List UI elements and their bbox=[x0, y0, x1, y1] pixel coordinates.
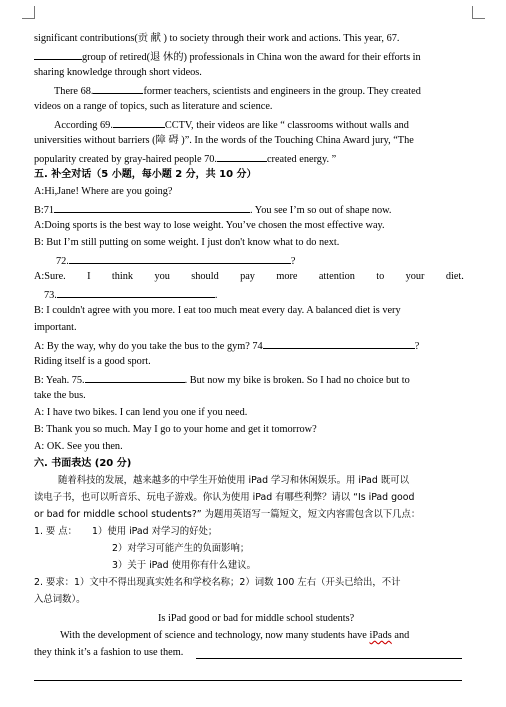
blank-68[interactable] bbox=[93, 83, 143, 94]
dialogue-text: A: By the way, why do you take the bus to the gym? 74 bbox=[34, 341, 263, 352]
word: your bbox=[405, 271, 425, 282]
dialogue-line: B: I couldn't agree with you more. I eat too much meat every day. A balanced diet is very bbox=[34, 305, 401, 316]
dialogue-text: B: Yeah. 75. bbox=[34, 375, 85, 386]
word: should bbox=[191, 271, 219, 282]
passage-text: There 68. bbox=[54, 86, 94, 97]
section-five-title: 五. 补全对话（5 小题，每小题 2 分，共 10 分） bbox=[34, 169, 257, 180]
dialogue-line: take the bus. bbox=[34, 390, 86, 401]
word: attention bbox=[318, 271, 355, 282]
requirement-line: 2. 要求：1）文中不得出现真实姓名和学校名称；2）词数 100 左右（开头已给出，不计 bbox=[34, 577, 401, 588]
passage-line bbox=[34, 49, 421, 64]
requirement-item: 2）对学习可能产生的负面影响； bbox=[112, 543, 250, 554]
word: you bbox=[154, 271, 170, 282]
dialogue-text: 72. bbox=[56, 256, 69, 267]
dialogue-line-justified bbox=[34, 270, 464, 283]
passage-text: According 69. bbox=[54, 120, 113, 131]
essay-text-flagged: iPads bbox=[369, 630, 392, 641]
passage-text: former teachers, scientists and engineers in the group. They created bbox=[143, 86, 421, 97]
passage-line bbox=[54, 83, 421, 98]
crop-mark-right bbox=[472, 6, 485, 19]
requirement-label: 1. 要 点： bbox=[34, 526, 78, 537]
word: think bbox=[111, 271, 134, 282]
passage-text: group of retired(退 休的) professionals in China won the award for their efforts in bbox=[82, 52, 421, 63]
passage-text: CCTV, their videos are like “ classrooms without walls and bbox=[164, 120, 409, 131]
dialogue-line bbox=[34, 202, 392, 217]
writing-line[interactable] bbox=[196, 658, 462, 659]
dialogue-text: ? bbox=[414, 341, 420, 352]
dialogue-line: A: OK. See you then. bbox=[34, 441, 123, 452]
dialogue-line bbox=[34, 338, 419, 353]
passage-line: significant contributions(贡 献 ) to society through their work and actions. This year, 67. bbox=[34, 33, 400, 44]
essay-line: they think it’s a fashion to use them. bbox=[34, 647, 184, 658]
essay-title: Is iPad good or bad for middle school students? bbox=[158, 613, 355, 624]
word: more bbox=[276, 271, 298, 282]
word: I bbox=[87, 271, 91, 282]
dialogue-line: B: Thank you so much. May I go to your home and get it tomorrow? bbox=[34, 424, 317, 435]
dialogue-text: ? bbox=[290, 256, 296, 267]
dialogue-text: 73. bbox=[44, 290, 57, 301]
prompt-line: 读电子书，也可以听音乐、玩电子游戏。你认为使用 iPad 有哪些利弊？请以 “Is iPad good bbox=[34, 492, 415, 503]
crop-mark-left bbox=[22, 6, 35, 19]
requirement-item: 3）关于 iPad 使用你有什么建议。 bbox=[112, 560, 256, 571]
passage-text: popularity created by gray-haired people 70. bbox=[34, 154, 217, 165]
blank-71[interactable] bbox=[54, 202, 250, 213]
blank-69[interactable] bbox=[113, 117, 165, 128]
section-six-title: 六. 书面表达 (20 分) bbox=[34, 458, 132, 469]
dialogue-line: important. bbox=[34, 322, 77, 333]
requirement-item: 1）使用 iPad 对学习的好处； bbox=[92, 526, 218, 537]
blank-73[interactable] bbox=[57, 287, 215, 298]
passage-line: sharing knowledge through short videos. bbox=[34, 67, 202, 78]
dialogue-text: . But now my bike is broken. So I had no choice but to bbox=[184, 375, 410, 386]
blank-70[interactable] bbox=[217, 151, 267, 162]
passage-line bbox=[54, 117, 409, 132]
word: to bbox=[376, 271, 385, 282]
passage-line: videos on a range of topics, such as literature and science. bbox=[34, 101, 273, 112]
dialogue-line bbox=[56, 253, 295, 268]
blank-75[interactable] bbox=[85, 372, 185, 383]
prompt-line: or bad for middle school students?” 为题用英语写一篇短文，短文内容需包含以下几点： bbox=[34, 509, 421, 520]
prompt-line: 随着科技的发展，越来越多的中学生开始使用 iPad 学习和休闲娱乐。用 iPad 既可以 bbox=[58, 475, 409, 486]
dialogue-line: A: I have two bikes. I can lend you one if you need. bbox=[34, 407, 248, 418]
blank-74[interactable] bbox=[263, 338, 415, 349]
essay-text: With the development of science and technology, now many students have bbox=[60, 630, 370, 641]
blank-67[interactable] bbox=[34, 49, 82, 60]
dialogue-line: A:Doing sports is the best way to lose weight. You’ve chosen the most effective way. bbox=[34, 220, 385, 231]
passage-line bbox=[34, 151, 336, 166]
writing-line[interactable] bbox=[34, 680, 462, 681]
dialogue-line: Riding itself is a good sport. bbox=[34, 356, 151, 367]
dialogue-line bbox=[34, 372, 410, 387]
dialogue-text: . bbox=[214, 290, 218, 301]
passage-text: created energy. ” bbox=[266, 154, 337, 165]
dialogue-line: A:Hi,Jane! Where are you going? bbox=[34, 186, 173, 197]
word: A:Sure. bbox=[34, 271, 66, 282]
dialogue-line: B: But I’m still putting on some weight. I just don't know what to do next. bbox=[34, 237, 340, 248]
dialogue-text: . You see I’m so out of shape now. bbox=[250, 205, 392, 216]
word: pay bbox=[240, 271, 255, 282]
dialogue-line bbox=[44, 287, 217, 302]
requirement-line: 入总词数）。 bbox=[34, 594, 86, 605]
blank-72[interactable] bbox=[69, 253, 291, 264]
essay-text: and bbox=[391, 630, 410, 641]
dialogue-text: B:71 bbox=[34, 205, 55, 216]
word: diet. bbox=[445, 271, 464, 282]
passage-line: universities without barriers (障 碍 )”. In the words of the Touching China Award jury, “The bbox=[34, 135, 414, 146]
essay-line bbox=[60, 629, 409, 642]
